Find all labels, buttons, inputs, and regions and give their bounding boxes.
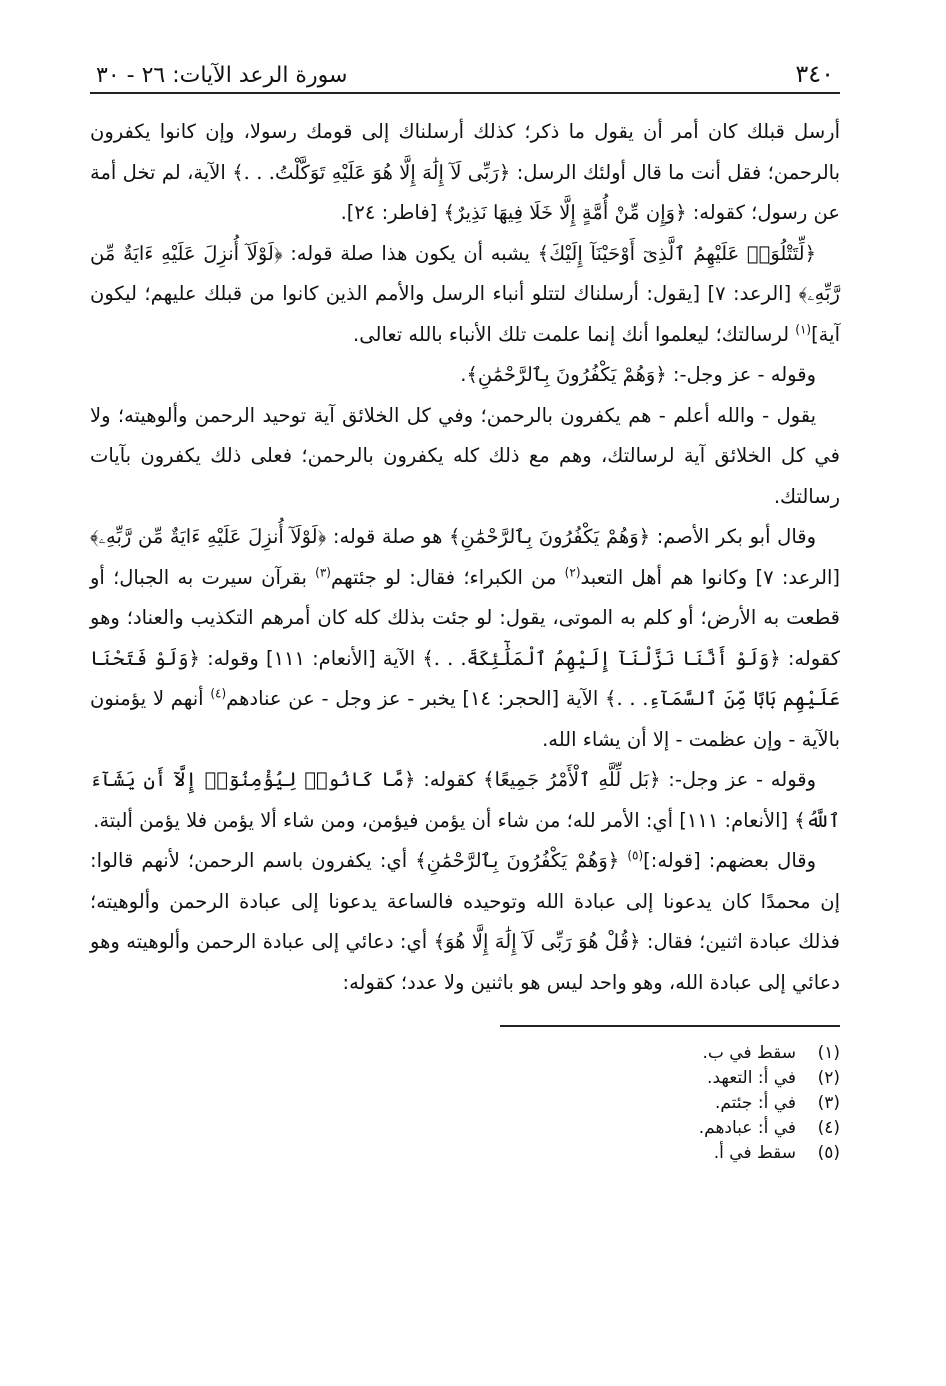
- text-segment: وقوله - عز وجل-:: [666, 363, 816, 386]
- footnote-number: (٥): [817, 1143, 840, 1163]
- text-segment: بقرآن سيرت به الجبال؛ أو قطعت به الأرض؛ أو كلم به الموتى، يقول: لو جئت بذلك كله كان أمرهم التكذيب والعناد؛ وهو كقوله:: [90, 565, 841, 670]
- paragraph: [90, 517, 840, 760]
- text-segment: أي: يكفرون باسم الرحمن؛ لأنهم قالوا: إن محمدًا كان يدعونا إلى عبادة الله وتوحيده فالساعة يدعونا إلى عبادة الرحمن وألوهيته؛ فذلك عبادة اثنين؛ فقال:: [90, 849, 840, 953]
- text-segment: أي: دعائي إلى عبادة الرحمن وألوهيته وهو دعائي إلى عبادة الله، وهو واحد ليس هو باثنين ولا عدد؛ كقوله:: [90, 930, 840, 994]
- text-segment: يقول - والله أعلم - هم يكفرون بالرحمن؛ وفي كل الخلائق آية توحيد الرحمن وألوهيته؛ ولا في كل الخلائق آية لرسالتك، وهم مع ذلك كله يكفرون بالرحمن؛ فعلى ذلك يكفرون بآيات رسالتك.: [90, 403, 840, 508]
- text-segment: [الأنعام: ١١١] أي: الأمر لله؛ من شاء أن يؤمن فيؤمن، ومن شاء ألا يؤمن فلا يؤمن ألبتة.: [93, 808, 795, 832]
- quran-quote: ﴿لِّتَتْلُوَا۟ عَلَيْهِمُ ٱلَّذِىٓ أَوْحَيْنَآ إِلَيْكَ﴾: [537, 241, 816, 265]
- text-segment: كقوله:: [415, 768, 484, 791]
- footnote: [90, 1041, 840, 1066]
- text-segment: أرسل قبلك كان أمر أن يقول ما ذكر؛ كذلك أرسلناك إلى قومك رسولا، وإن كانوا يكفرون بالرحمن؛ فقل أنت ما قال أولئك الرسل:: [90, 120, 841, 184]
- footnote-ref: (٤): [210, 686, 227, 701]
- text-segment: [الرعد: ٧] وكانوا هم أهل التعبد: [580, 565, 840, 589]
- footnote-text: في أ: التعهد.: [707, 1068, 796, 1088]
- footnotes: [90, 1041, 840, 1166]
- footnote-number: (١): [817, 1043, 840, 1063]
- quran-quote: ﴿لَوْلَآ أُنزِلَ عَلَيْهِ ءَايَةٌ مِّن رَّبِّهِۦ﴾: [90, 525, 327, 548]
- footnote-ref: (٥): [627, 848, 644, 863]
- quran-quote: ﴿بَل لِّلَّهِ ٱلْأَمْرُ جَمِيعًا﴾: [483, 768, 661, 791]
- quran-quote: ﴿وَهُمْ يَكْفُرُونَ بِٱلرَّحْمَٰنِ﴾: [449, 525, 651, 548]
- quran-quote: ﴿رَبِّى لَآ إِلَٰهَ إِلَّا هُوَ عَلَيْهِ تَوَكَّلْتُ. . .﴾: [232, 160, 511, 184]
- footnote-ref: (٢): [564, 565, 581, 579]
- footnote-number: (٤): [817, 1118, 840, 1138]
- running-title: سورة الرعد الآيات: ٢٦ - ٣٠: [96, 63, 348, 88]
- text-segment: هو صلة قوله:: [326, 525, 449, 548]
- paragraph: [90, 355, 840, 396]
- footnote-text: في أ: جئتم.: [714, 1093, 796, 1113]
- text-segment: الآية [الحجر: ١٤] يخبر - عز وجل - عن عنادهم: [226, 687, 606, 710]
- quran-quote: ﴿وَلَوْ فَتَحْنَا عَلَيْهِم بَابًا مِّنَ ٱلسَّمَآءِ. . .﴾: [90, 646, 840, 710]
- page-number: ٣٤٠: [795, 60, 834, 88]
- quran-quote: ﴿وَهُمْ يَكْفُرُونَ بِٱلرَّحْمَٰنِ﴾: [466, 363, 667, 386]
- footnote-number: (٢): [817, 1068, 840, 1088]
- text-segment: وقوله - عز وجل-:: [660, 768, 817, 791]
- text-segment: من الكبراء؛ فقال: لو جئتهم: [330, 565, 565, 589]
- main-text: [90, 112, 840, 1003]
- footnote-ref: (١): [795, 322, 812, 336]
- text-segment: وقال بعضهم: [قوله:]: [643, 849, 817, 872]
- footnote-number: (٣): [817, 1093, 840, 1113]
- quran-quote: ﴿مَّا كَانُوا۟ لِيُؤْمِنُوٓا۟ إِلَّآ أَن يَشَآءَ ٱللَّهُ﴾: [90, 768, 840, 832]
- footnote-text: في أ: عبادهم.: [698, 1118, 796, 1138]
- text-segment: يشبه أن يكون هذا صلة قوله:: [282, 241, 538, 265]
- text-segment: [فاطر: ٢٤].: [340, 201, 444, 224]
- footnote-divider: [500, 1025, 840, 1027]
- quran-quote: ﴿وَإِن مِّنْ أُمَّةٍ إِلَّا خَلَا فِيهَا نَذِيرٌ﴾: [443, 201, 687, 224]
- text-segment: لرسالتك؛ ليعلموا أنك إنما علمت تلك الأنباء بالله تعالى.: [353, 322, 796, 346]
- quran-quote: ﴿وَهُمْ يَكْفُرُونَ بِٱلرَّحْمَٰنِ﴾: [415, 849, 620, 872]
- footnote: [90, 1116, 840, 1141]
- quran-quote: ﴿لَوْلَآ أُنزِلَ عَلَيْهِ ءَايَةٌ مِّن رَّبِّهِۦ﴾: [90, 241, 840, 305]
- paragraph: [90, 234, 840, 356]
- footnote-text: سقط في أ.: [713, 1143, 796, 1163]
- paragraph: [90, 760, 840, 841]
- text-segment: أنهم لا يؤمنون بالآية - وإن عظمت - إلا أن يشاء الله.: [90, 687, 840, 751]
- text-segment: وقال أبو بكر الأصم:: [650, 525, 816, 548]
- footnote: [90, 1141, 840, 1166]
- footnote: [90, 1066, 840, 1091]
- text-segment: [الرعد: ٧] [يقول: أرسلناك لتتلو أنباء الرسل والأمم الذين كانوا من قبلك عليهم؛ ليكون آية]: [90, 282, 840, 346]
- page: [90, 50, 840, 1166]
- quran-quote: ﴿قُلْ هُوَ رَبِّى لَآ إِلَٰهَ إِلَّا هُوَ﴾: [433, 930, 641, 953]
- text-segment: الآية، لم تخل أمة عن رسول؛ كقوله:: [90, 160, 840, 224]
- text-segment: .: [460, 363, 467, 386]
- footnote-text: سقط في ب.: [702, 1043, 796, 1063]
- text-segment: الآية [الأنعام: ١١١] وقوله:: [199, 646, 423, 670]
- paragraph: [90, 841, 840, 1003]
- page-header: [90, 50, 840, 94]
- footnote: [90, 1091, 840, 1116]
- quran-quote: ﴿وَلَوْ أَنَّنَا نَزَّلْنَآ إِلَيْهِمُ ٱلْمَلَٰٓئِكَةَ. . .﴾: [422, 646, 781, 670]
- footnote-ref: (٣): [315, 565, 331, 579]
- paragraph: [90, 396, 840, 518]
- paragraph: [90, 112, 840, 234]
